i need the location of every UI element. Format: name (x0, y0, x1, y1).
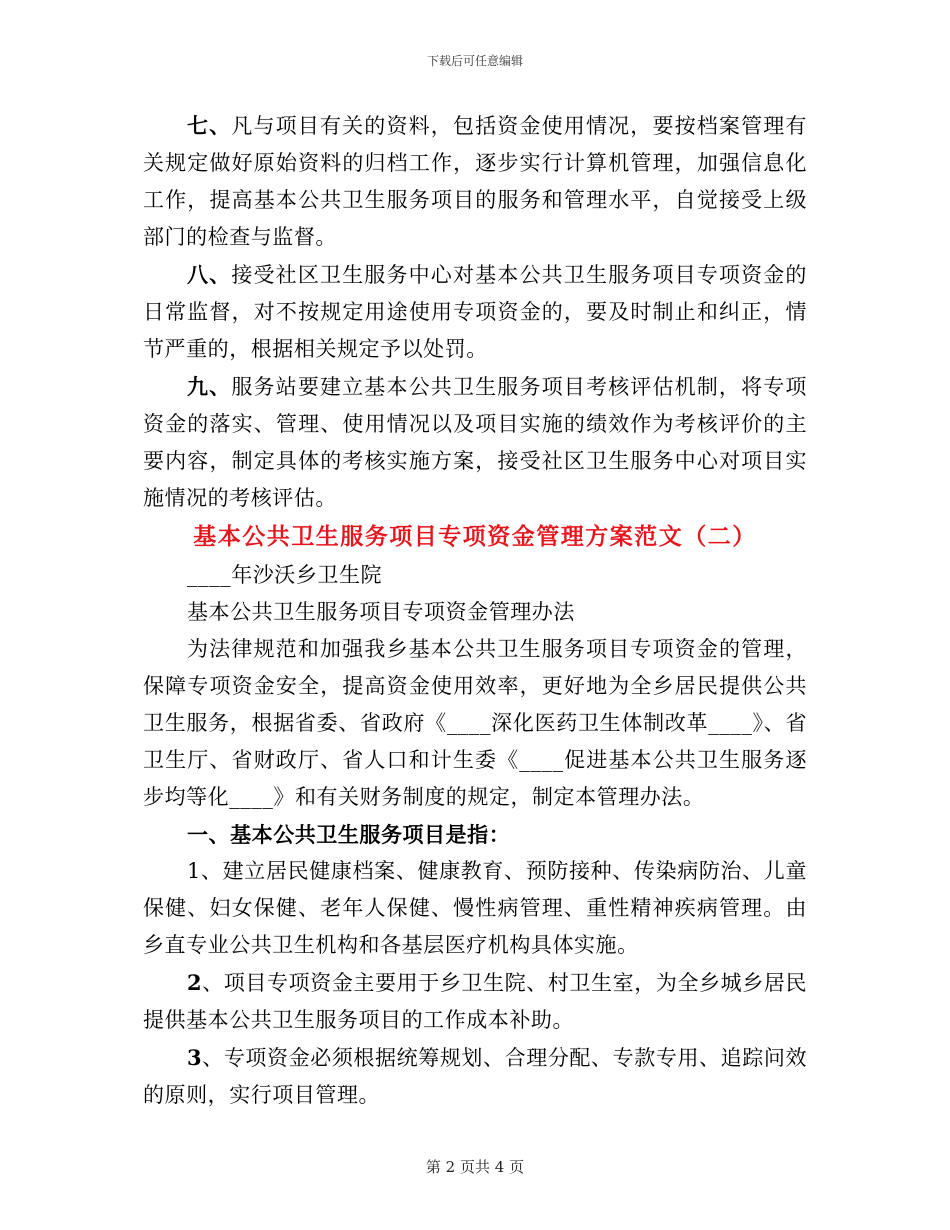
list-item-2 (143, 964, 807, 1039)
institution-line: ____年沙沃乡卫生院 (187, 563, 383, 587)
paragraph-item-9 (143, 368, 807, 517)
heading-one: 一、基本公共卫生服务项目是指： (187, 822, 511, 847)
paragraph-text: 凡与项目有关的资料，包括资金使用情况，要按档案管理有关规定做好原始资料的归档工作，逐步实行计算机管理，加强信息化工作，提高基本公共卫生服务项目的服务和管理水平，自觉接受上级部门的检查与监督。 (143, 114, 807, 249)
item-number: 3 (187, 1045, 203, 1070)
list-item-text: 、项目专项资金主要用于乡卫生院、村卫生室，为全乡城乡居民提供基本公共卫生服务项目的工作成本补助。 (143, 971, 807, 1032)
paragraph-text: 接受社区卫生服务中心对基本公共卫生服务项目专项资金的日常监督，对不按规定用途使用专项资金的，要及时制止和纠正，情节严重的，根据相关规定予以处罚。 (143, 263, 807, 361)
item-number: 七、 (187, 113, 232, 138)
document-body (143, 107, 807, 1114)
item-number: 1 (187, 859, 201, 883)
section-title: 基本公共卫生服务项目专项资金管理方案范文（二） (193, 524, 757, 550)
doc-title-line: 基本公共卫生服务项目专项资金管理办法 (187, 600, 575, 624)
list-item-text: 、建立居民健康档案、健康教育、预防接种、传染病防治、儿童保健、妇女保健、老年人保健、慢性病管理、重性精神疾病管理。由乡直专业公共卫生机构和各基层医疗机构具体实施。 (143, 859, 807, 957)
paragraph-item-8 (143, 256, 807, 368)
intro-paragraph: 为法律规范和加强我乡基本公共卫生服务项目专项资金的管理，保障专项资金安全，提高资金使用效率，更好地为全乡居民提供公共卫生服务，根据省委、省政府《____深化医药卫生体制改革____》、省卫生厅、省财政厅、省人口和计生委《____促进基本公共卫生服务逐步均等化____》和有关财务制度的规定，制定本管理办法。 (143, 637, 807, 809)
page-header-note: 下载后可任意编辑 (426, 54, 523, 68)
list-item-1 (143, 853, 807, 964)
list-item-text: 、专项资金必须根据统筹规划、合理分配、专款专用、追踪问效的原则，实行项目管理。 (143, 1046, 807, 1107)
item-number: 九、 (187, 374, 232, 399)
paragraph-item-7 (143, 107, 807, 256)
paragraph-text: 服务站要建立基本公共卫生服务项目考核评估机制，将专项资金的落实、管理、使用情况以及项目实施的绩效作为考核评价的主要内容，制定具体的考核实施方案，接受社区卫生服务中心对项目实施情况的考核评估。 (143, 375, 807, 510)
item-number: 2 (187, 970, 203, 995)
page-footer-number: 第 2 页共 4 页 (425, 1158, 525, 1176)
item-number: 八、 (187, 262, 232, 287)
list-item-3 (143, 1039, 807, 1114)
